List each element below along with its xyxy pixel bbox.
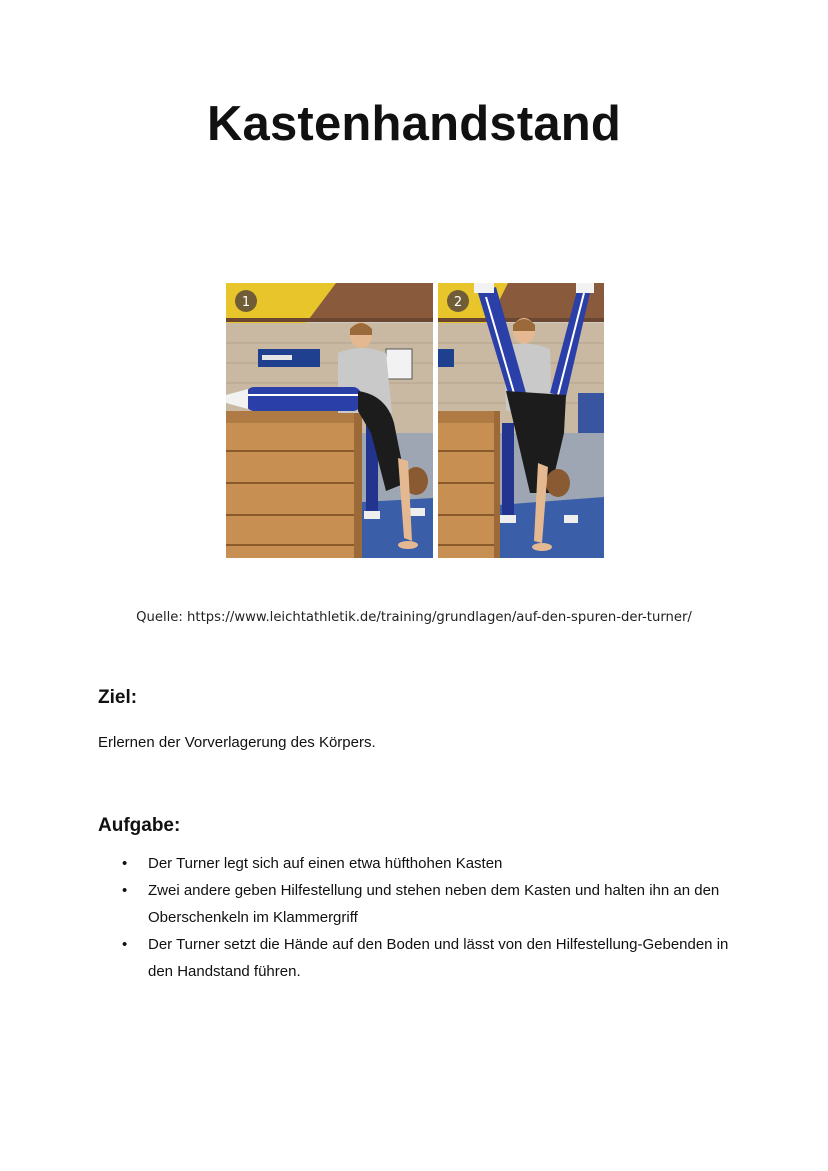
photo-step-1 (226, 283, 433, 558)
photo-step-2 (438, 283, 604, 558)
goal-heading: Ziel: (98, 687, 138, 708)
list-item: • Der Turner setzt die Hände auf den Boden und lässt von den Hilfestellung-Gebenden in den Handstand führen. (98, 931, 738, 985)
task-heading: Aufgabe: (98, 815, 181, 836)
exercise-photos (226, 283, 604, 558)
photo-step-2-label: 2 (453, 295, 463, 310)
page-title: Kastenhandstand (206, 97, 622, 151)
photo-step-1-label: 1 (241, 295, 251, 310)
image-source-credit: Quelle: https://www.leichtathletik.de/training/grundlagen/auf-den-spuren-der-turner/ (136, 610, 692, 625)
goal-text: Erlernen der Vorverlagerung des Körpers. (98, 734, 376, 751)
task-list (98, 850, 738, 985)
list-item: • Zwei andere geben Hilfestellung und stehen neben dem Kasten und halten ihn an den Oberschenkeln im Klammergriff (98, 877, 738, 931)
list-item: • Der Turner legt sich auf einen etwa hüfthohen Kasten (98, 850, 738, 877)
